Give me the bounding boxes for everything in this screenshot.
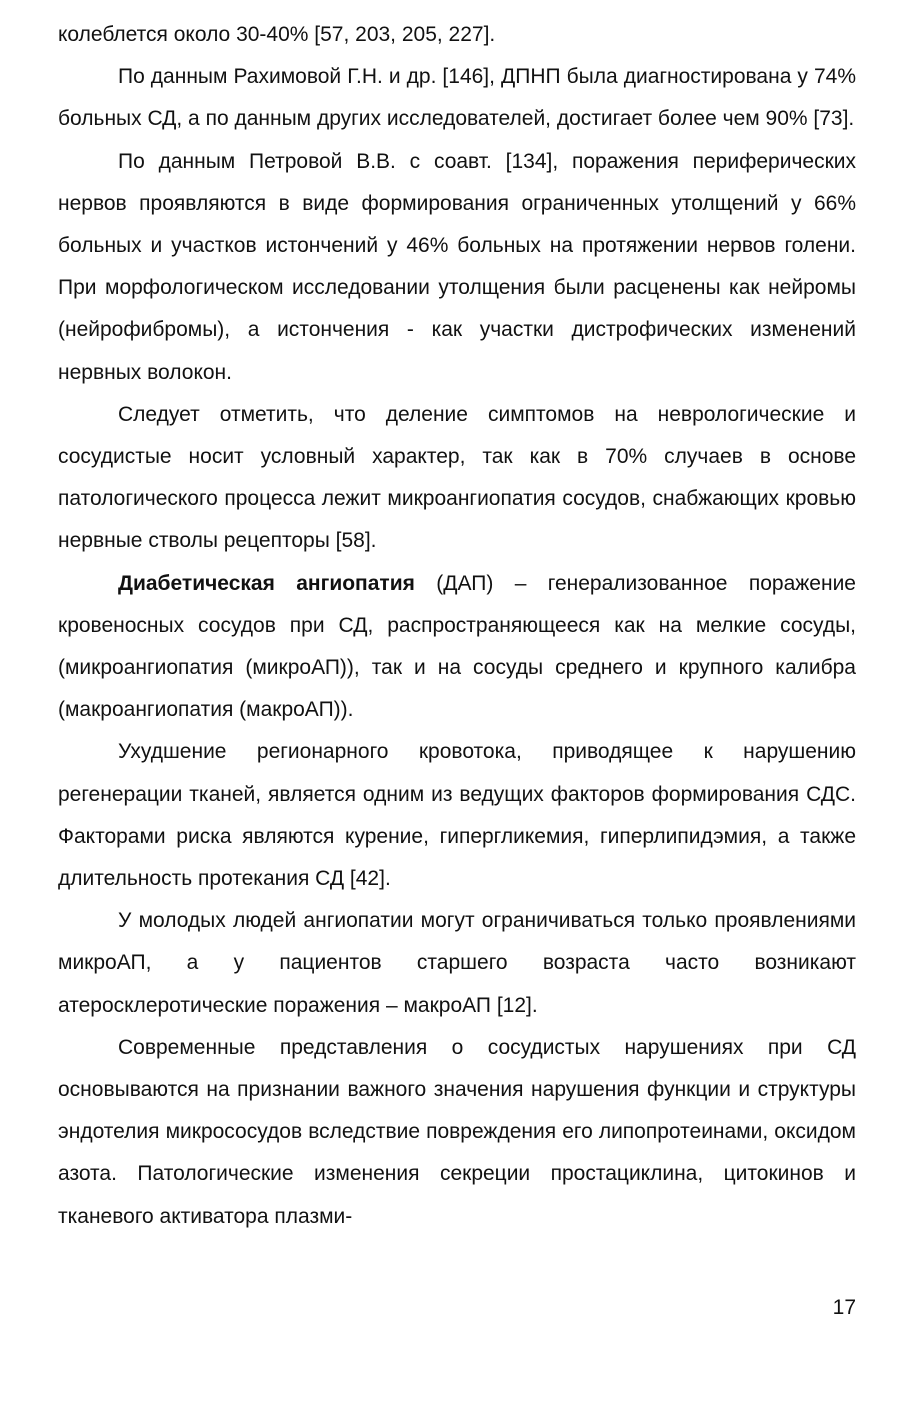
- page-number: 17: [832, 1296, 856, 1319]
- paragraph-4: Следует отметить, что деление симптомов на неврологические и сосудистые носит условный характер, так как в 70% случаев в основе патологического процесса лежит микроангиопатия сосудов, снабжающих кровью нервные стволы рецепторы [58].: [58, 402, 856, 553]
- paragraph-6: Ухудшение регионарного кровотока, приводящее к нарушению регенерации тканей, является одним из ведущих факторов формирования СДС. Факторами риска являются курение, гипергликемия, гиперлипидэмия, а также длительность протекания СД [42].: [58, 740, 856, 891]
- term-diabetic-angiopathy: Диабетическая ангиопатия: [118, 571, 415, 595]
- paragraph-5-text: (ДАП) – генерализованное поражение кровеносных сосудов при СД, распространяющееся как на мелкие сосуды, (микроангиопатия (микроАП)), так и на сосуды среднего и крупного калибра (макроангиопатия (макроАП)).: [58, 571, 856, 722]
- paragraph-8: Современные представления о сосудистых нарушениях при СД основываются на признании важного значения нарушения функции и структуры эндотелия микрососудов вследствие повреждения его липопротеинами, оксидом азота. Патологические изменения секреции простациклина, цитокинов и тканевого активатора плазми-: [58, 1035, 856, 1228]
- paragraph-7: У молодых людей ангиопатии могут ограничиваться только проявлениями микроАП, а у пациентов старшего возраста часто возникают атеросклеротические поражения – макроАП [12].: [58, 909, 856, 1017]
- paragraph-5: [58, 563, 856, 732]
- paragraph-3: По данным Петровой В.В. с соавт. [134], поражения периферических нервов проявляются в виде формирования ограниченных утолщений у 66% больных и участков истончений у 46% больных на протяжении нервов голени. При морфологическом исследовании утолщения были расценены как нейромы (нейрофибромы), а истончения - как участки дистрофических изменений нервных волокон.: [58, 149, 856, 384]
- page-body: [58, 14, 856, 1238]
- paragraph-2: По данным Рахимовой Г.Н. и др. [146], ДПНП была диагностирована у 74% больных СД, а по данным других исследователей, достигает более чем 90% [73].: [58, 65, 856, 131]
- paragraph-1: колеблется около 30-40% [57, 203, 205, 227].: [58, 23, 496, 46]
